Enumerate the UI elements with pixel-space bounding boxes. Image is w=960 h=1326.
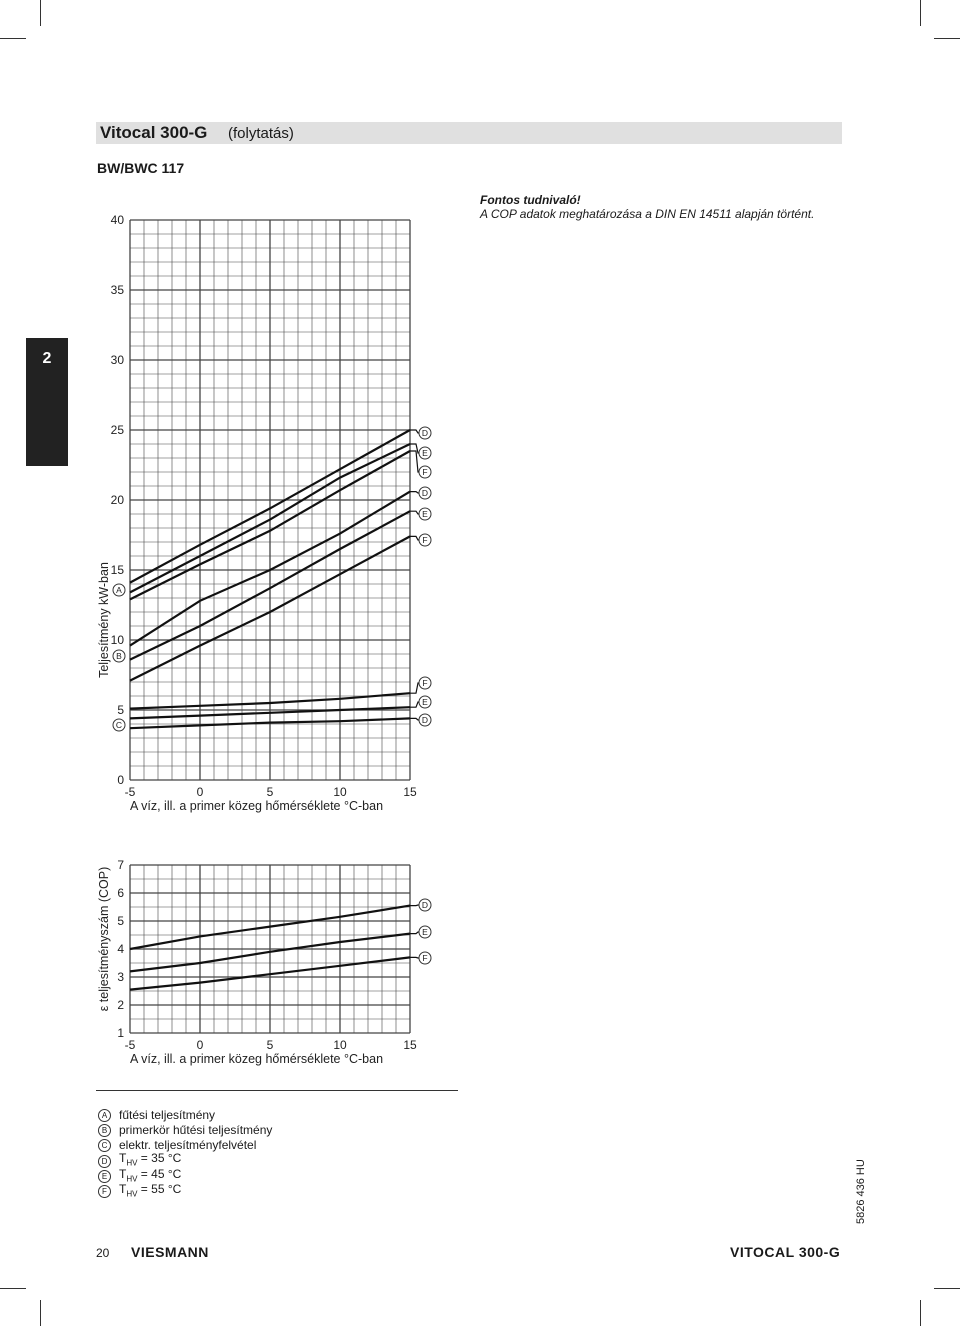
y-tick-label: 0 xyxy=(117,773,124,787)
x-tick-label: 5 xyxy=(266,785,274,799)
x-tick-label: 15 xyxy=(403,1038,417,1052)
chapter-number: 2 xyxy=(42,350,52,367)
y-tick-label: 1 xyxy=(117,1026,124,1040)
series-label: E xyxy=(422,509,428,519)
series-label: E xyxy=(422,448,428,458)
x-axis-label: A víz, ill. a primer közeg hőmérséklete °C-ban xyxy=(130,799,384,813)
y-tick-label: 5 xyxy=(117,703,124,717)
document-number: 5826 436 HU xyxy=(855,1159,867,1224)
y-tick-label: 35 xyxy=(110,283,124,297)
legend-text: elektr. teljesítményfelvétel xyxy=(119,1138,257,1153)
leader-line xyxy=(410,511,419,514)
leader-line xyxy=(410,492,419,493)
legend-item xyxy=(98,1123,272,1138)
legend-key: A xyxy=(98,1109,111,1122)
crop-mark xyxy=(920,1300,921,1326)
legend-text: fűtési teljesítmény xyxy=(119,1108,216,1122)
series-label: E xyxy=(422,697,428,707)
leader-line xyxy=(410,536,419,540)
x-axis-label: A víz, ill. a primer közeg hőmérséklete °C-ban xyxy=(130,1052,384,1066)
series-label: F xyxy=(422,535,428,545)
legend-text: primerkör hűtési teljesítmény xyxy=(119,1123,273,1138)
y-tick-label: 3 xyxy=(117,970,124,984)
x-tick-label: -5 xyxy=(124,785,136,799)
group-label: C xyxy=(115,720,123,730)
brand-logo: VIESMANN xyxy=(131,1244,209,1260)
leader-line xyxy=(410,905,419,906)
x-tick-label: 0 xyxy=(196,785,204,799)
crop-mark xyxy=(934,1288,960,1289)
y-tick-label: 5 xyxy=(117,914,124,928)
legend-key: B xyxy=(98,1124,111,1137)
leader-line xyxy=(410,702,419,707)
footer-product: VITOCAL 300-G xyxy=(730,1244,841,1260)
leader-line xyxy=(410,444,419,453)
series-label: F xyxy=(422,953,428,963)
leader-line xyxy=(410,451,419,472)
legend-text: $T_{HV} = 45$ °C xyxy=(119,1166,182,1183)
series-label: F xyxy=(422,678,428,688)
model-label: BW/BWC 117 xyxy=(97,160,185,176)
leader-line xyxy=(410,718,419,720)
y-tick-label: 20 xyxy=(110,493,124,507)
page-number: 20 xyxy=(96,1246,110,1260)
series-label: D xyxy=(421,488,429,498)
x-tick-label: 10 xyxy=(333,1038,347,1052)
x-tick-label: 10 xyxy=(333,785,347,799)
legend-text: $T_{HV} = 35$ °C xyxy=(119,1151,182,1168)
leader-line xyxy=(410,957,419,958)
x-tick-label: 0 xyxy=(196,1038,204,1052)
note-title: Fontos tudnivaló! xyxy=(480,193,581,207)
series-label: D xyxy=(421,715,429,725)
legend-key: D xyxy=(98,1155,111,1168)
y-tick-label: 15 xyxy=(110,563,124,577)
divider xyxy=(96,1090,458,1091)
series-label: D xyxy=(421,428,429,438)
leader-line xyxy=(410,683,419,693)
y-tick-label: 7 xyxy=(117,858,124,872)
crop-mark xyxy=(0,1288,26,1289)
cop-chart xyxy=(0,850,960,1080)
note-text: A COP adatok meghatározása a DIN EN 14511 alapján történt. xyxy=(480,207,815,221)
crop-mark xyxy=(40,1300,41,1326)
page-title: Vitocal 300-G xyxy=(100,123,208,142)
y-tick-label: 2 xyxy=(117,998,124,1012)
legend xyxy=(98,1108,272,1199)
y-tick-label: 40 xyxy=(110,213,124,227)
y-tick-label: 6 xyxy=(117,886,124,900)
legend-text: $T_{HV} = 55$ °C xyxy=(119,1181,182,1199)
legend-key: F xyxy=(98,1185,111,1198)
group-label: B xyxy=(116,651,122,661)
x-tick-label: -5 xyxy=(124,1038,136,1052)
y-axis-label: ε teljesítményszám (COP) xyxy=(97,866,111,1012)
legend-item xyxy=(98,1108,272,1123)
series-label: F xyxy=(422,467,428,477)
y-tick-label: 25 xyxy=(110,423,124,437)
leader-line xyxy=(410,430,419,433)
x-tick-label: 15 xyxy=(403,785,417,799)
page-subtitle: (folytatás) xyxy=(228,125,294,142)
leader-line xyxy=(410,932,419,934)
legend-key: E xyxy=(98,1170,111,1183)
legend-key: C xyxy=(98,1139,111,1152)
legend-item xyxy=(98,1181,272,1199)
group-label: A xyxy=(116,585,122,595)
y-tick-label: 30 xyxy=(110,353,124,367)
series-label: E xyxy=(422,927,428,937)
y-axis-label: Teljesítmény kW-ban xyxy=(97,562,111,678)
x-tick-label: 5 xyxy=(266,1038,274,1052)
y-tick-label: 4 xyxy=(117,942,124,956)
series-label: D xyxy=(421,900,429,910)
y-tick-label: 10 xyxy=(110,633,124,647)
